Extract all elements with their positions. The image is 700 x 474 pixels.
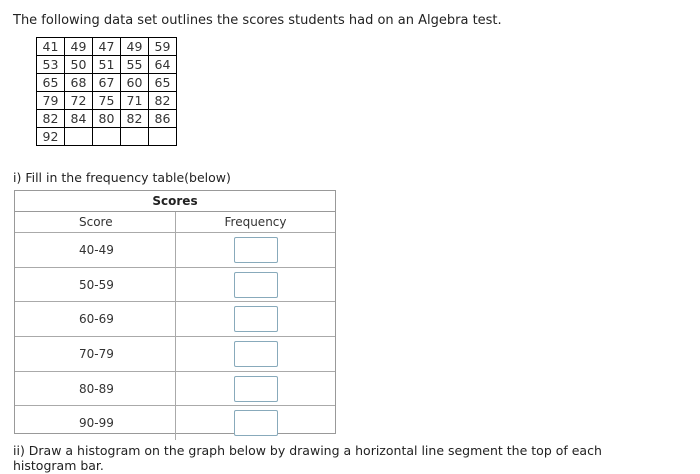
question-2: ii) Draw a histogram on the graph below by drawing a horizontal line segment the top of each histogram bar. [13,443,602,473]
table-cell: 84 [65,110,93,128]
table-row [15,406,335,440]
table-cell [93,128,121,146]
table-row [15,233,335,268]
table-cell: 53 [37,56,65,74]
score-data-table [36,37,177,146]
table-cell: 75 [93,92,121,110]
table-cell: 51 [93,56,121,74]
table-row [37,92,177,110]
frequency-input-40-49[interactable] [234,237,278,263]
table-cell: 41 [37,38,65,56]
table-cell: 92 [37,128,65,146]
table-cell [121,128,149,146]
question-1: i) Fill in the frequency table(below) [13,170,231,185]
table-cell: 55 [121,56,149,74]
table-cell: 82 [149,92,177,110]
table-cell: 82 [37,110,65,128]
frequency-column-header: Frequency [224,215,287,229]
table-cell: 50 [65,56,93,74]
score-range: 50-59 [15,268,176,302]
table-row [37,128,177,146]
table-cell: 49 [121,38,149,56]
score-range: 40-49 [15,233,176,267]
table-row [15,372,335,407]
table-cell: 86 [149,110,177,128]
table-row [37,110,177,128]
table-cell: 82 [121,110,149,128]
score-range: 60-69 [15,302,176,336]
intro-text: The following data set outlines the scores students had on an Algebra test. [13,13,502,28]
frequency-input-90-99[interactable] [234,410,278,436]
table-cell: 65 [149,74,177,92]
table-cell: 79 [37,92,65,110]
frequency-input-80-89[interactable] [234,376,278,402]
frequency-input-50-59[interactable] [234,272,278,298]
table-cell: 68 [65,74,93,92]
score-range: 80-89 [15,372,176,406]
frequency-input-70-79[interactable] [234,341,278,367]
table-cell: 59 [149,38,177,56]
table-cell [65,128,93,146]
score-range: 90-99 [15,406,176,440]
table-cell: 72 [65,92,93,110]
table-cell: 60 [121,74,149,92]
table-row [37,56,177,74]
table-cell: 65 [37,74,65,92]
frequency-table-title: Scores [15,191,335,212]
table-row [15,302,335,337]
table-row [15,337,335,372]
table-row [37,74,177,92]
score-range: 70-79 [15,337,176,371]
table-cell: 49 [65,38,93,56]
table-cell: 80 [93,110,121,128]
score-column-header: Score [15,212,176,232]
frequency-table-header [15,212,335,233]
table-cell [149,128,177,146]
table-row [37,38,177,56]
table-cell: 67 [93,74,121,92]
table-row [15,268,335,303]
frequency-table [14,190,336,434]
table-cell: 47 [93,38,121,56]
table-cell: 64 [149,56,177,74]
frequency-input-60-69[interactable] [234,306,278,332]
table-cell: 71 [121,92,149,110]
